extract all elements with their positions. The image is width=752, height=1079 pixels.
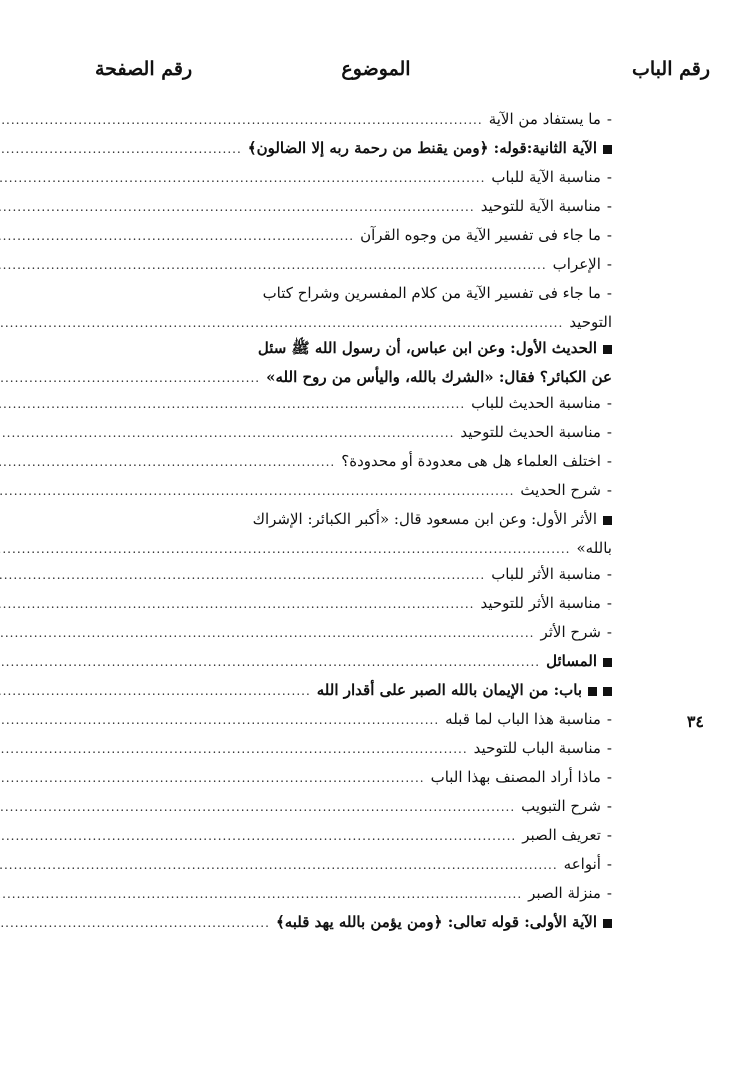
toc-entry xyxy=(98,226,612,255)
dash-bullet: - xyxy=(606,423,612,441)
toc-entry xyxy=(98,255,612,284)
toc-entry-text: الآية الأولى: قوله تعالى: ﴿ومن يؤمن بالله يهد قلبه﴾ xyxy=(275,913,597,931)
toc-entry-title xyxy=(480,594,612,612)
toc-entry xyxy=(98,139,612,168)
toc-entry-text: بالله» xyxy=(576,539,612,557)
toc-entry xyxy=(98,539,612,565)
dot-leader xyxy=(0,742,468,756)
toc-entry-text: المسائل xyxy=(546,652,597,670)
dash-bullet: - xyxy=(606,452,612,470)
dot-leader xyxy=(0,684,311,698)
square-bullet-icon xyxy=(588,687,597,696)
toc-entry-title xyxy=(528,884,612,902)
dash-bullet: - xyxy=(606,884,612,902)
toc-entry xyxy=(98,855,612,884)
dot-leader xyxy=(0,426,454,440)
toc-entry xyxy=(98,368,612,394)
toc-entry-title xyxy=(258,339,612,361)
toc-entry-text: ما جاء فى تفسير الآية من كلام المفسرين وشراح كتاب xyxy=(262,284,601,302)
dash-bullet: - xyxy=(606,168,612,186)
toc-entry-text: مناسبة الأثر للتوحيد xyxy=(480,594,601,612)
toc-entry xyxy=(98,913,612,942)
dot-leader xyxy=(0,655,540,669)
dot-leader xyxy=(0,713,439,727)
dash-bullet: - xyxy=(606,623,612,641)
dash-bullet: - xyxy=(606,284,612,302)
toc-entry-text: الأثر الأول: وعن ابن مسعود قال: «أكبر الكبائر: الإشراك xyxy=(252,510,597,528)
toc-entry xyxy=(98,197,612,226)
topic-column-header: الموضوع xyxy=(341,58,411,80)
toc-entry-title xyxy=(569,313,612,331)
toc-entry-text: مناسبة الحديث للباب xyxy=(471,394,601,412)
dot-leader xyxy=(0,229,354,243)
toc-entry-text: عن الكبائر؟ فقال: «الشرك بالله، واليأس من روح الله» xyxy=(266,368,612,386)
toc-entry-title xyxy=(576,539,612,557)
toc-entry xyxy=(98,739,612,768)
dot-leader xyxy=(0,113,483,127)
toc-entry-title xyxy=(248,139,612,157)
toc-entry xyxy=(98,565,612,594)
toc-entry-text: ما جاء فى تفسير الآية من وجوه القرآن xyxy=(360,226,601,244)
toc-entry xyxy=(98,313,612,339)
toc-entry xyxy=(98,339,612,368)
square-bullet-icon xyxy=(603,145,612,154)
dash-bullet: - xyxy=(606,481,612,499)
toc-entry-title xyxy=(481,197,612,215)
dash-bullet: - xyxy=(606,768,612,786)
toc-entry-text: شرح التبويب xyxy=(521,797,601,815)
toc-entry-title xyxy=(546,652,612,670)
dot-leader xyxy=(0,171,485,185)
toc-entry xyxy=(98,510,612,539)
dash-bullet: - xyxy=(606,797,612,815)
dot-leader xyxy=(0,371,260,385)
toc-entry xyxy=(98,826,612,855)
toc-entry xyxy=(98,394,612,423)
toc-entry xyxy=(98,110,612,139)
toc-entry-title xyxy=(471,394,612,412)
toc-entry-text: مناسبة الآية للباب xyxy=(491,168,601,186)
chapter-number: ٣٤ xyxy=(686,712,704,731)
toc-entry-text: ماذا أراد المصنف بهذا الباب xyxy=(430,768,601,786)
toc-entry-text: ما يستفاد من الآية xyxy=(488,110,601,128)
toc-entry-text: مناسبة هذا الباب لما قبله xyxy=(445,710,601,728)
toc-entry-title xyxy=(564,855,612,873)
dot-leader xyxy=(0,829,516,843)
dash-bullet: - xyxy=(606,110,612,128)
toc-entry xyxy=(98,652,612,681)
dot-leader xyxy=(0,858,558,872)
toc-entry-title xyxy=(491,565,612,583)
toc-entry xyxy=(98,284,612,313)
toc-entry xyxy=(98,623,612,652)
dash-bullet: - xyxy=(606,394,612,412)
toc-entry-text: مناسبة الباب للتوحيد xyxy=(473,739,601,757)
square-bullet-icon xyxy=(603,345,612,354)
toc-entry-text: الإعراب xyxy=(552,255,601,273)
dash-bullet: - xyxy=(606,565,612,583)
toc-entry-title xyxy=(360,226,612,244)
toc-entry-title xyxy=(341,452,612,470)
toc-entry-text: الآية الثانية:قوله: ﴿ومن يقنط من رحمة ربه إلا الضالون﴾ xyxy=(247,139,597,157)
toc-entry-title xyxy=(522,826,612,844)
toc-list xyxy=(98,110,612,942)
toc-entry-text: باب: من الإيمان بالله الصبر على أقدار الله xyxy=(316,681,582,699)
toc-entry xyxy=(98,681,612,710)
toc-entry-text: منزلة الصبر xyxy=(528,884,601,902)
dash-bullet: - xyxy=(606,226,612,244)
toc-entry-title xyxy=(253,510,612,528)
toc-entry-text: شرح الحديث xyxy=(520,481,601,499)
toc-entry xyxy=(98,594,612,623)
toc-entry-text: مناسبة الحديث للتوحيد xyxy=(460,423,601,441)
chapter-number-column-header: رقم الباب xyxy=(632,58,710,80)
toc-entry-title xyxy=(317,681,612,699)
dash-bullet: - xyxy=(606,855,612,873)
dot-leader xyxy=(0,887,522,901)
dot-leader xyxy=(0,455,335,469)
toc-entry-title xyxy=(263,284,612,302)
toc-entry-text: تعريف الصبر xyxy=(522,826,601,844)
toc-entry xyxy=(98,797,612,826)
dot-leader xyxy=(0,484,514,498)
toc-entry-text: مناسبة الأثر للباب xyxy=(491,565,601,583)
dot-leader xyxy=(0,258,547,272)
toc-entry xyxy=(98,710,612,739)
toc-entry-text: أنواعه xyxy=(563,855,601,873)
dot-leader xyxy=(0,142,242,156)
square-bullet-icon xyxy=(603,919,612,928)
square-bullet-icon xyxy=(603,687,612,696)
dot-leader xyxy=(0,397,465,411)
page-number-column-header: رقم الصفحة xyxy=(95,58,193,80)
toc-entry xyxy=(98,168,612,197)
dash-bullet: - xyxy=(606,255,612,273)
toc-entry-title xyxy=(520,481,612,499)
dash-bullet: - xyxy=(606,594,612,612)
toc-entry-title xyxy=(491,168,612,186)
dot-leader xyxy=(0,200,475,214)
dot-leader xyxy=(0,626,534,640)
dot-leader xyxy=(0,771,425,785)
toc-entry xyxy=(98,768,612,797)
toc-entry-title xyxy=(553,255,612,273)
dash-bullet: - xyxy=(606,710,612,728)
toc-entry-title xyxy=(489,110,612,128)
dot-leader xyxy=(0,800,515,814)
toc-entry-title xyxy=(521,797,612,815)
toc-entry-title xyxy=(266,368,612,386)
toc-entry-title xyxy=(540,623,612,641)
toc-entry xyxy=(98,423,612,452)
toc-entry-title xyxy=(445,710,612,728)
dot-leader xyxy=(0,916,270,930)
dash-bullet: - xyxy=(606,197,612,215)
dot-leader xyxy=(0,568,485,582)
dot-leader xyxy=(0,597,474,611)
dash-bullet: - xyxy=(606,826,612,844)
toc-entry-text: اختلف العلماء هل هى معدودة أو محدودة؟ xyxy=(341,452,601,470)
dot-leader xyxy=(0,316,563,330)
toc-entry-text: التوحيد xyxy=(569,313,612,331)
toc-entry-title xyxy=(431,768,612,786)
toc-entry-title xyxy=(474,739,612,757)
toc-entry xyxy=(98,452,612,481)
toc-entry xyxy=(98,481,612,510)
dash-bullet: - xyxy=(606,739,612,757)
toc-entry-text: الحديث الأول: وعن ابن عباس، أن رسول الله ﷺ سئل xyxy=(257,339,597,357)
toc-entry xyxy=(98,884,612,913)
toc-entry-text: مناسبة الآية للتوحيد xyxy=(480,197,601,215)
dot-leader xyxy=(0,542,570,556)
toc-entry-text: شرح الأثر xyxy=(540,623,601,641)
toc-entry-title xyxy=(460,423,612,441)
toc-entry-title xyxy=(276,913,612,931)
square-bullet-icon xyxy=(603,516,612,525)
square-bullet-icon xyxy=(603,658,612,667)
